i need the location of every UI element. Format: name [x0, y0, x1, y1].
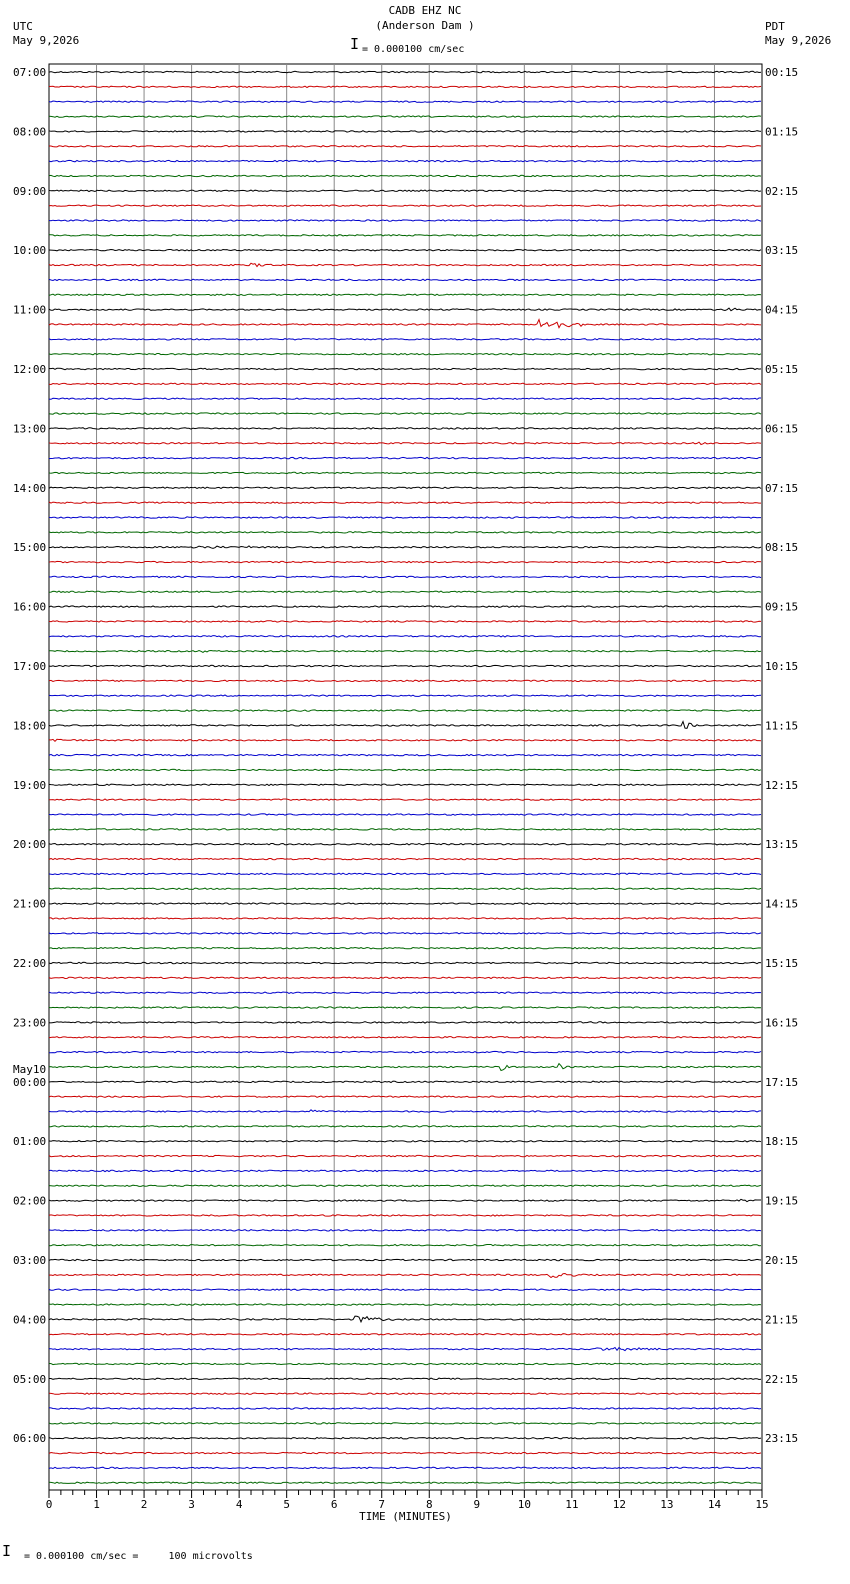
- left-hour-label: 19:00: [13, 778, 47, 792]
- seismogram-trace: [49, 636, 761, 637]
- seismogram-trace: [49, 710, 761, 711]
- right-hour-label: 15:15: [765, 957, 799, 970]
- seismogram-trace: [49, 680, 761, 681]
- seismogram-trace: [49, 71, 761, 72]
- right-hour-label: 01:15: [765, 125, 799, 139]
- right-hour-label: 11:15: [765, 719, 799, 733]
- seismogram-trace: [49, 339, 761, 340]
- seismogram-trace: [49, 784, 761, 785]
- seismogram-trace: [49, 532, 761, 533]
- seismogram-trace: [49, 101, 761, 102]
- left-hour-label: 10:00: [13, 244, 47, 258]
- seismogram-trace: [49, 1007, 761, 1008]
- right-hour-label: 20:15: [765, 1254, 799, 1267]
- right-hour-label: 19:15: [765, 1194, 799, 1208]
- left-hour-label: May10: [13, 1062, 47, 1076]
- seismogram-trace: [49, 1438, 761, 1439]
- seismogram-trace: [49, 220, 761, 221]
- seismogram-trace: [49, 1155, 761, 1156]
- seismogram-trace: [49, 175, 761, 176]
- right-hour-label: 05:15: [765, 363, 799, 376]
- right-hour-label: 14:15: [765, 897, 799, 911]
- seismogram-trace: [49, 1141, 761, 1142]
- seismogram-trace: [49, 1316, 761, 1322]
- right-hour-label: 09:15: [765, 600, 799, 614]
- seismogram-trace: [49, 1467, 761, 1468]
- seismogram-trace: [49, 918, 761, 919]
- left-hour-label: 14:00: [13, 481, 47, 495]
- seismogram-trace: [49, 992, 761, 993]
- seismogram-trace: [49, 695, 761, 696]
- seismogram-trace: [49, 146, 761, 147]
- seismogram-trace: [49, 1110, 761, 1112]
- seismogram-trace: [49, 368, 761, 369]
- seismogram-trace: [49, 320, 761, 328]
- left-hour-label: 15:00: [13, 541, 47, 555]
- seismogram-trace: [49, 1051, 761, 1052]
- seismogram-trace: [49, 977, 761, 978]
- x-tick-label: 2: [140, 1498, 148, 1511]
- right-hour-label: 08:15: [765, 541, 799, 555]
- seismogram-trace: [49, 739, 761, 741]
- seismogram-trace: [49, 1482, 761, 1483]
- right-hour-label: 03:15: [765, 244, 799, 258]
- seismogram-trace: [49, 398, 761, 399]
- right-hour-label: 23:15: [765, 1432, 799, 1446]
- seismogram-trace: [49, 888, 761, 889]
- seismogram-trace: [49, 1230, 761, 1231]
- seismogram-trace: [49, 606, 761, 607]
- seismogram-trace: [49, 1289, 761, 1290]
- seismogram-trace: [49, 1185, 761, 1186]
- seismogram-trace: [49, 962, 761, 963]
- x-tick-label: 15: [755, 1498, 769, 1511]
- x-tick-label: 0: [45, 1498, 53, 1511]
- seismogram-trace: [49, 858, 761, 859]
- left-hour-label: 11:00: [13, 303, 47, 317]
- seismogram-trace: [49, 948, 761, 949]
- seismogram-trace: [49, 1081, 761, 1082]
- left-hour-label: 23:00: [13, 1016, 47, 1030]
- seismogram-trace: [49, 86, 761, 87]
- seismogram-trace: [49, 903, 761, 904]
- seismogram-trace: [49, 472, 761, 473]
- footer-scale-icon: I: [2, 1542, 12, 1560]
- seismogram-trace: [49, 308, 761, 311]
- left-hour-label: 12:00: [13, 363, 47, 376]
- seismogram-trace: [49, 263, 761, 266]
- left-hour-label: 05:00: [13, 1372, 47, 1386]
- scale-text: = 0.000100 cm/sec: [362, 44, 465, 55]
- seismogram-trace: [49, 651, 761, 653]
- right-hour-label: 22:15: [765, 1372, 799, 1386]
- seismogram-trace: [49, 1274, 761, 1278]
- x-tick-label: 9: [473, 1498, 481, 1511]
- left-hour-label: 07:00: [13, 66, 47, 79]
- seismogram-trace: [49, 1423, 761, 1424]
- seismogram-trace: [49, 502, 761, 503]
- x-tick-label: 4: [235, 1498, 243, 1511]
- right-hour-label: 18:15: [765, 1135, 799, 1149]
- right-date: May 9,2026: [765, 34, 832, 47]
- seismogram-trace: [49, 829, 761, 830]
- x-tick-label: 7: [378, 1498, 386, 1511]
- plot-frame: [49, 64, 762, 1490]
- x-tick-label: 5: [283, 1498, 290, 1511]
- x-tick-label: 14: [707, 1498, 722, 1511]
- x-tick-label: 3: [188, 1498, 195, 1511]
- left-hour-label: 21:00: [13, 897, 47, 911]
- seismogram-trace: [49, 517, 761, 518]
- seismogram-trace: [49, 1096, 761, 1097]
- seismogram-trace: [49, 1393, 761, 1394]
- seismogram-trace: [49, 561, 761, 562]
- right-hour-label: 00:15: [765, 66, 799, 79]
- x-tick-label: 1: [93, 1498, 100, 1511]
- seismogram-trace: [49, 1334, 761, 1335]
- left-hour-label: 13:00: [13, 422, 47, 436]
- seismogram-trace: [49, 844, 761, 845]
- seismogram-trace: [49, 442, 761, 444]
- seismogram-trace: [49, 1037, 761, 1038]
- seismogram-trace: [49, 457, 761, 458]
- left-hour-label: 04:00: [13, 1313, 47, 1327]
- right-hour-label: 04:15: [765, 303, 799, 317]
- seismogram-trace: [49, 1348, 761, 1351]
- seismogram-trace: [49, 546, 761, 548]
- seismogram-trace: [49, 235, 761, 236]
- seismogram-trace: [49, 933, 761, 934]
- left-hour-label: 06:00: [13, 1432, 47, 1446]
- right-hour-label: 13:15: [765, 838, 799, 852]
- seismogram-trace: [49, 799, 761, 800]
- x-tick-label: 12: [612, 1498, 627, 1511]
- seismogram-trace: [49, 487, 761, 488]
- scale-bar-icon: I: [350, 35, 360, 53]
- right-hour-label: 10:15: [765, 660, 799, 673]
- seismogram-trace: [49, 769, 761, 770]
- right-hour-label: 16:15: [765, 1016, 799, 1030]
- seismogram-trace: [49, 1452, 761, 1453]
- seismogram-trace: [49, 873, 761, 874]
- seismogram-trace: [49, 1215, 761, 1216]
- seismogram-trace: [49, 160, 761, 161]
- seismogram-trace: [49, 576, 761, 577]
- x-tick-label: 11: [565, 1498, 579, 1511]
- seismogram-trace: [49, 413, 761, 414]
- station-title: CADB EHZ NC: [388, 4, 462, 17]
- seismogram-trace: [49, 814, 761, 815]
- seismogram-trace: [49, 116, 761, 117]
- seismogram-trace: [49, 722, 761, 729]
- station-location: (Anderson Dam ): [375, 19, 475, 32]
- seismogram-trace: [49, 1245, 761, 1246]
- seismogram-trace: [49, 1363, 761, 1364]
- left-hour-label: 22:00: [13, 957, 47, 970]
- left-hour-label: 20:00: [13, 838, 47, 852]
- seismogram-trace: [49, 1022, 761, 1023]
- x-tick-label: 8: [425, 1498, 433, 1511]
- seismogram-trace: [49, 250, 761, 251]
- seismogram-trace: [49, 1199, 761, 1201]
- footer-scale-text: = 0.000100 cm/sec = 100 microvolts: [24, 1551, 253, 1562]
- left-hour-label: 18:00: [13, 719, 47, 733]
- seismogram-trace: [49, 754, 761, 755]
- seismogram-trace: [49, 1064, 761, 1071]
- left-hour-label: 00:00: [13, 1075, 47, 1089]
- left-hour-label: 17:00: [13, 660, 47, 673]
- right-hour-label: 17:15: [765, 1075, 799, 1089]
- right-hour-label: 02:15: [765, 184, 799, 198]
- seismogram-trace: [49, 354, 761, 355]
- right-hour-label: 07:15: [765, 481, 799, 495]
- seismogram-trace: [49, 428, 761, 429]
- x-tick-label: 6: [330, 1498, 338, 1511]
- seismogram-trace: [49, 205, 761, 206]
- seismogram-trace: [49, 131, 761, 132]
- right-timezone: PDT: [765, 20, 785, 33]
- seismogram-trace: [49, 294, 761, 295]
- x-tick-label: 10: [517, 1498, 531, 1511]
- seismogram-trace: [49, 279, 761, 280]
- seismogram-trace: [49, 665, 761, 666]
- x-tick-label: 13: [660, 1498, 674, 1511]
- right-hour-label: 21:15: [765, 1313, 799, 1327]
- right-hour-label: 06:15: [765, 422, 799, 436]
- seismogram-trace: [49, 621, 761, 622]
- left-hour-label: 08:00: [13, 125, 47, 139]
- x-axis-label: TIME (MINUTES): [359, 1510, 452, 1523]
- left-date: May 9,2026: [13, 34, 80, 47]
- left-hour-label: 16:00: [13, 600, 47, 614]
- left-hour-label: 02:00: [13, 1194, 47, 1208]
- seismogram-trace: [49, 1126, 761, 1127]
- right-hour-label: 12:15: [765, 778, 799, 792]
- seismogram-trace: [49, 1304, 761, 1305]
- left-hour-label: 03:00: [13, 1254, 47, 1267]
- seismogram-trace: [49, 1378, 761, 1379]
- seismogram-trace: [49, 591, 761, 592]
- seismogram-trace: [49, 1170, 761, 1171]
- seismogram-trace: [49, 383, 761, 384]
- seismogram-trace: [49, 190, 761, 191]
- seismogram-trace: [49, 1408, 761, 1409]
- left-timezone: UTC: [13, 20, 33, 33]
- left-hour-label: 09:00: [13, 184, 47, 198]
- left-hour-label: 01:00: [13, 1135, 47, 1149]
- seismogram-trace: [49, 1259, 761, 1260]
